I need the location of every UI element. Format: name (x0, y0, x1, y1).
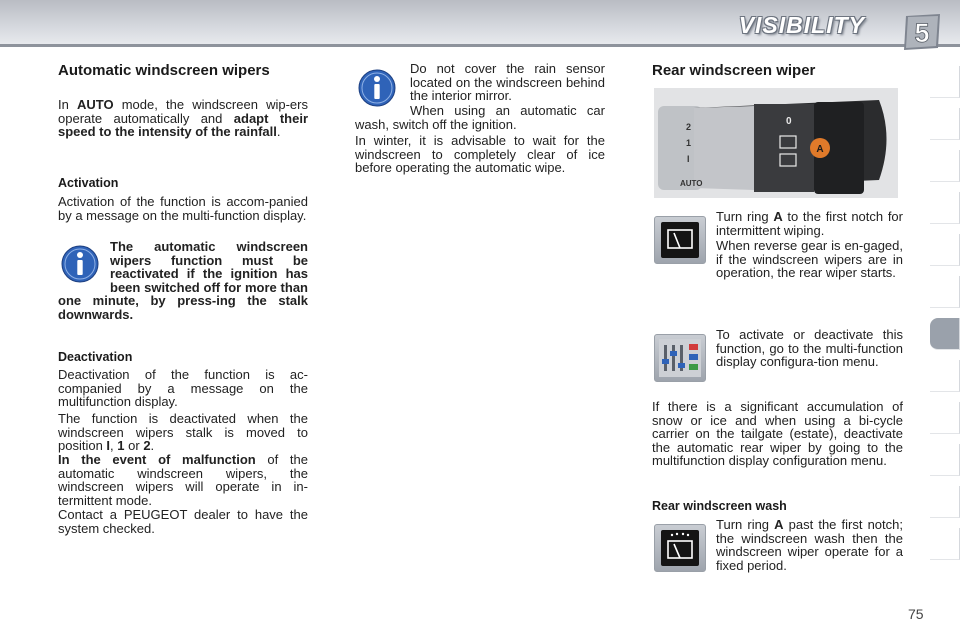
rear-wash-text: Turn ring A past the first notch; the windscreen wash then the windscreen wiper operate for a fixed period. (716, 517, 903, 573)
wiper-stalk-illustration (654, 88, 898, 198)
rear-wash-icon (654, 524, 706, 572)
stalk-label-0: 0 (786, 116, 792, 127)
chapter-tab (930, 276, 960, 308)
winter-note: In winter, it is advisable to wait for the windscreen to completely clear of ice before operating the automatic wipe. (355, 133, 605, 175)
activation-text: Activation of the function is accom-panied by a message on the multi-function display. (58, 194, 308, 223)
chapter-tab (930, 402, 960, 434)
section-title: VISIBILITY (738, 12, 865, 38)
contact-dealer-text: Contact a PEUGEOT dealer to have the system checked. (58, 507, 308, 536)
chapter-number: 5 (914, 18, 930, 48)
deactivation-positions-text: The function is deactivated when the windscreen wipers stalk is moved to position I, 1 or 2. (58, 411, 308, 453)
rear-wiper-title: Rear windscreen wiper (652, 62, 816, 79)
chapter-tab (930, 318, 960, 350)
deactivation-heading: Deactivation (58, 350, 133, 364)
auto-wipers-title: Automatic windscreen wipers (58, 62, 270, 79)
chapter-tab (930, 528, 960, 560)
rain-sensor-note: Do not cover the rain sensor located on the windscreen behind the interior mirror. (410, 61, 605, 103)
chapter-tab (930, 108, 960, 140)
car-wash-note: When using an automatic car wash, switch off the ignition. (355, 103, 605, 132)
snow-ice-text: If there is a significant accumulation of snow or ice and when using a bi-cycle carrier on the tailgate (estate), deactivate the automatic rear wiper by going to the multifunction display configuration menu. (652, 399, 903, 468)
activation-heading: Activation (58, 176, 119, 190)
rear-wash-heading: Rear windscreen wash (652, 499, 787, 513)
reactivation-note: The automatic windscreen wipers function must be reactivated if the ignition has been switched off for more than one minute, by press-ing the stalk downwards. (58, 239, 308, 322)
stalk-label-a: A (816, 144, 824, 155)
chapter-number-badge (900, 12, 944, 52)
info-icon (357, 68, 397, 108)
config-menu-icon (654, 334, 706, 382)
chapter-tab (930, 486, 960, 518)
config-menu-text: To activate or deactivate this function, go to the multi-function display configura-tion menu. (716, 327, 903, 369)
header-stripe (0, 44, 960, 47)
chapter-tab (930, 192, 960, 224)
chapter-tab (930, 444, 960, 476)
page-number: 75 (908, 606, 924, 622)
reverse-gear-text: When reverse gear is en-gaged, if the windscreen wipers are in operation, the rear wiper starts. (716, 238, 903, 280)
deactivation-text: Deactivation of the function is ac-companied by a message on the multifunction display. (58, 367, 308, 409)
stalk-label-2: 2 (686, 122, 692, 132)
chapter-tab (930, 66, 960, 98)
stalk-label-auto: AUTO (680, 179, 703, 188)
malfunction-text: In the event of malfunction of the automatic windscreen wipers, the windscreen wipers will operate in in-termittent mode. (58, 452, 308, 508)
turn-ring-text: Turn ring A to the first notch for intermittent wiping. (716, 209, 903, 238)
chapter-tab (930, 360, 960, 392)
chapter-tab (930, 150, 960, 182)
wiper-stalk-photo (654, 88, 898, 198)
auto-wipers-intro: In AUTO mode, the windscreen wip-ers operate automatically and adapt their speed to the intensity of the rainfall. (58, 97, 308, 139)
stalk-label-1: 1 (686, 138, 692, 148)
stalk-label-i: I (687, 154, 690, 164)
chapter-tab (930, 234, 960, 266)
